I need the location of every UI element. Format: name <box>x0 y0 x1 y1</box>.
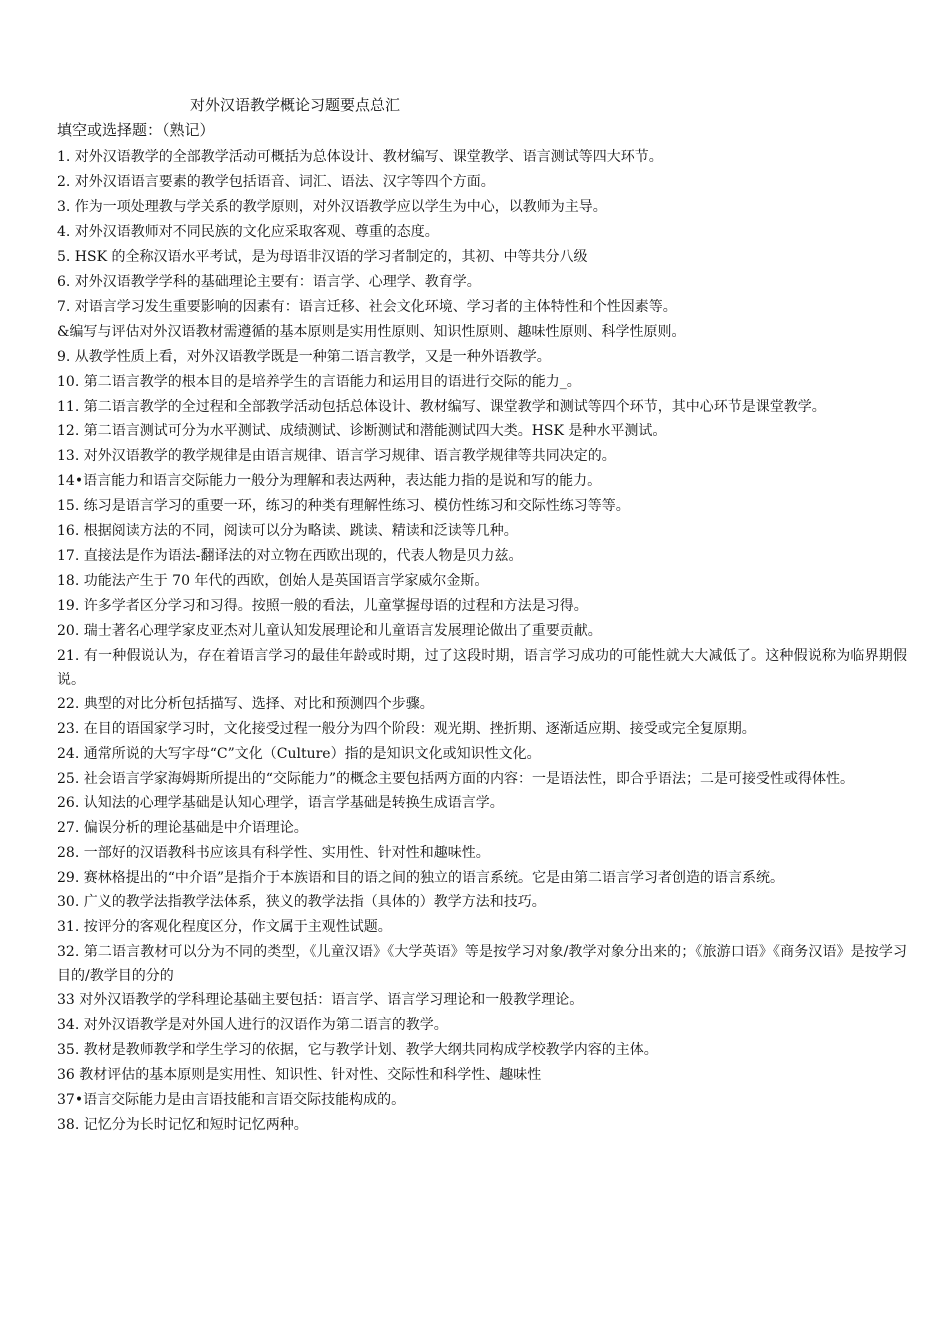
list-item: 33 对外汉语教学的学科理论基础主要包括：语言学、语言学习理论和一般教学理论。 <box>57 992 584 1008</box>
list-item: 22. 典型的对比分析包括描写、选择、对比和预测四个步骤。 <box>57 696 434 712</box>
list-item: 11. 第二语言教学的全过程和全部教学活动包括总体设计、教材编写、课堂教学和测试等四个环节，其中心环节是课堂教学。 <box>57 399 826 415</box>
list-item: 29. 赛林格提出的“中介语”是指介于本族语和目的语之间的独立的语言系统。它是由第二语言学习者创造的语言系统。 <box>57 870 785 886</box>
list-item: 4. 对外汉语教师对不同民族的文化应采取客观、尊重的态度。 <box>57 224 439 240</box>
list-item: 19. 许多学者区分学习和习得。按照一般的看法，儿童掌握母语的过程和方法是习得。 <box>57 598 588 614</box>
list-item: 32. 第二语言教材可以分为不同的类型，《儿童汉语》《大学英语》等是按学习对象/教学对象分出来的；《旅游口语》《商务汉语》是按学习目的/教学目的分的 <box>57 944 907 984</box>
list-item: 23. 在目的语国家学习时，文化接受过程一般分为四个阶段：观光期、挫折期、逐渐适应期、接受或完全复原期。 <box>57 721 756 737</box>
list-item: 15. 练习是语言学习的重要一环，练习的种类有理解性练习、模仿性练习和交际性练习等等。 <box>57 498 630 514</box>
list-item: 17. 直接法是作为语法-翻译法的对立物在西欧出现的，代表人物是贝力兹。 <box>57 548 523 564</box>
document-title: 对外汉语教学概论习题要点总汇 <box>190 96 401 114</box>
list-item: 6. 对外汉语教学学科的基础理论主要有：语言学、心理学、教育学。 <box>57 274 481 290</box>
list-item: 21. 有一种假说认为，存在着语言学习的最佳年龄或时期，过了这段时期，语言学习成功的可能性就大大减低了。这种假说称为临界期假说。 <box>57 648 907 688</box>
list-item: 37•语言交际能力是由言语技能和言语交际技能构成的。 <box>57 1092 406 1108</box>
list-item: 34. 对外汉语教学是对外国人进行的汉语作为第二语言的教学。 <box>57 1017 448 1033</box>
item-list <box>57 145 907 1138</box>
list-item: 38. 记忆分为长时记忆和短时记忆两种。 <box>57 1117 308 1133</box>
list-item: 31. 按评分的客观化程度区分，作文属于主观性试题。 <box>57 919 392 935</box>
list-item: 16. 根据阅读方法的不同，阅读可以分为略读、跳读、精读和泛读等几种。 <box>57 523 518 539</box>
list-item: 20. 瑞士著名心理学家皮亚杰对儿童认知发展理论和儿童语言发展理论做出了重要贡献。 <box>57 623 602 639</box>
list-item: 28. 一部好的汉语教科书应该具有科学性、实用性、针对性和趣味性。 <box>57 845 490 861</box>
list-item: 27. 偏误分析的理论基础是中介语理论。 <box>57 820 308 836</box>
list-item: 14•语言能力和语言交际能力一般分为理解和表达两种，表达能力指的是说和写的能力。 <box>57 473 602 489</box>
list-item: 12. 第二语言测试可分为水平测试、成绩测试、诊断测试和潜能测试四大类。HSK 是种水平测试。 <box>57 423 667 439</box>
list-item: 7. 对语言学习发生重要影响的因素有：语言迁移、社会文化环境、学习者的主体特性和个性因素等。 <box>57 299 677 315</box>
list-item: 13. 对外汉语教学的教学规律是由语言规律、语言学习规律、语言教学规律等共同决定的。 <box>57 448 616 464</box>
list-item: 3. 作为一项处理教与学关系的教学原则，对外汉语教学应以学生为中心，以教师为主导。 <box>57 199 607 215</box>
list-item: 18. 功能法产生于 70 年代的西欧，创始人是英国语言学家威尔金斯。 <box>57 573 489 589</box>
section-heading: 填空或选择题：（熟记） <box>57 121 215 139</box>
list-item: 5. HSK 的全称汉语水平考试，是为母语非汉语的学习者制定的，其初、中等共分八级 <box>57 249 588 265</box>
list-item: 9. 从教学性质上看，对外汉语教学既是一种第二语言教学，又是一种外语教学。 <box>57 349 551 365</box>
list-item: 35. 教材是教师教学和学生学习的依据，它与教学计划、教学大纲共同构成学校教学内容的主体。 <box>57 1042 658 1058</box>
list-item: 10. 第二语言教学的根本目的是培养学生的言语能力和运用目的语进行交际的能力_。 <box>57 374 581 390</box>
list-item: &编写与评估对外汉语教材需遵循的基本原则是实用性原则、知识性原则、趣味性原则、科学性原则。 <box>57 324 686 340</box>
list-item: 36 教材评估的基本原则是实用性、知识性、针对性、交际性和科学性、趣味性 <box>57 1067 542 1083</box>
list-item: 26. 认知法的心理学基础是认知心理学，语言学基础是转换生成语言学。 <box>57 795 504 811</box>
list-item: 25. 社会语言学家海姆斯所提出的“交际能力”的概念主要包括两方面的内容：一是语法性，即合乎语法；二是可接受性或得体性。 <box>57 771 855 787</box>
list-item: 30. 广义的教学法指教学法体系，狭义的教学法指（具体的）教学方法和技巧。 <box>57 894 546 910</box>
list-item: 24. 通常所说的大写字母“C”文化（Culture）指的是知识文化或知识性文化。 <box>57 746 541 762</box>
list-item: 1. 对外汉语教学的全部教学活动可概括为总体设计、教材编写、课堂教学、语言测试等四大环节。 <box>57 149 663 165</box>
list-item: 2. 对外汉语语言要素的教学包括语音、词汇、语法、汉字等四个方面。 <box>57 174 495 190</box>
